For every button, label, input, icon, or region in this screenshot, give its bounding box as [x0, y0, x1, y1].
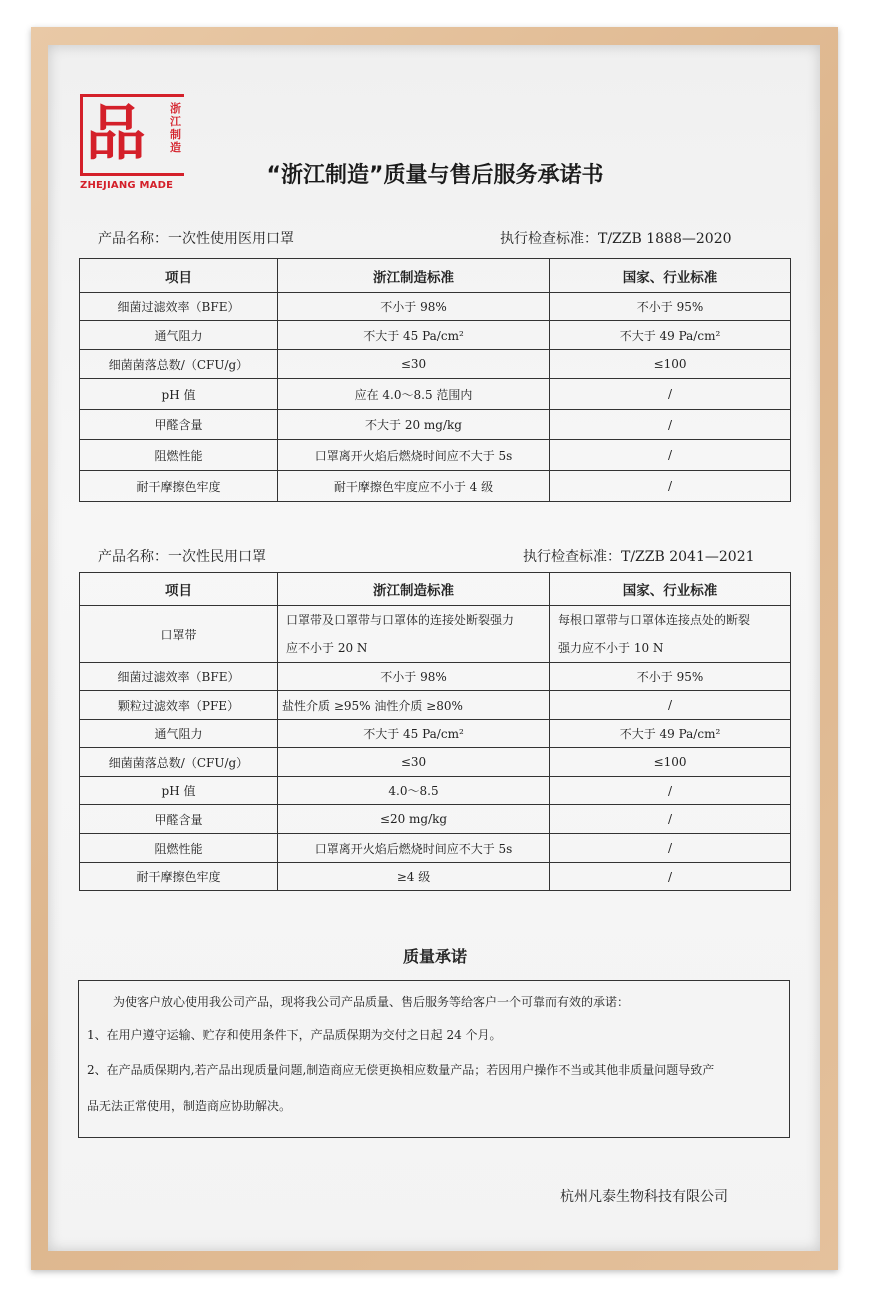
- table2-product-name: 产品名称：一次性民用口罩: [98, 549, 266, 565]
- table-row: [80, 321, 791, 350]
- table-row: [80, 663, 791, 691]
- cell-zj-standard: 不大于 45 Pa/cm²: [278, 321, 550, 350]
- cell-zj-standard: 不大于 20 mg/kg: [278, 410, 550, 440]
- cell-national-standard: /: [550, 410, 791, 440]
- cell-item: 阻燃性能: [80, 834, 278, 863]
- strap-nat-line1: 每根口罩带与口罩体连接点处的断裂: [558, 613, 751, 627]
- cell-zj-standard: [278, 606, 550, 663]
- commitment-box: [78, 980, 790, 1138]
- cell-item: 颗粒过滤效率（PFE）: [80, 691, 278, 720]
- header-national-standard: 国家、行业标准: [550, 259, 791, 293]
- cell-item: 口罩带: [80, 606, 278, 663]
- cell-item: 耐干摩擦色牢度: [80, 471, 278, 502]
- cell-national-standard: /: [550, 691, 791, 720]
- logo-side-text: 浙江制造: [170, 102, 181, 154]
- cell-national-standard: ≤100: [550, 350, 791, 379]
- table-row: [80, 863, 791, 891]
- cell-zj-standard: ≤30: [278, 350, 550, 379]
- cell-zj-standard: ≤30: [278, 748, 550, 777]
- cell-national-standard: /: [550, 379, 791, 410]
- commitment-item-2b: 品无法正常使用，制造商应协助解决。: [87, 1099, 292, 1113]
- logo-english-text: ZHEJIANG MADE: [80, 180, 174, 191]
- cell-national-standard: 不小于 95%: [550, 293, 791, 321]
- cell-national-standard: 不大于 49 Pa/cm²: [550, 720, 791, 748]
- table-row: [80, 748, 791, 777]
- strap-nat-line2: 强力应不小于 10 N: [558, 641, 664, 655]
- header-item: 项目: [80, 573, 278, 606]
- cell-item: 甲醛含量: [80, 410, 278, 440]
- cell-zj-standard: ≤20 mg/kg: [278, 805, 550, 834]
- cell-zj-standard: 口罩离开火焰后燃烧时间应不大于 5s: [278, 834, 550, 863]
- table-row: [80, 350, 791, 379]
- cell-national-standard: /: [550, 863, 791, 891]
- table-row: [80, 805, 791, 834]
- commitment-item-1: 1、在用户遵守运输、贮存和使用条件下，产品质保期为交付之日起 24 个月。: [87, 1028, 502, 1042]
- spec-table-medical: [79, 258, 791, 502]
- cell-zj-standard: 不小于 98%: [278, 663, 550, 691]
- cell-national-standard: /: [550, 805, 791, 834]
- table-row: [80, 834, 791, 863]
- cell-item: 细菌菌落总数/（CFU/g）: [80, 350, 278, 379]
- commitment-title: 质量承诺: [402, 947, 467, 966]
- header-national-standard: 国家、行业标准: [550, 573, 791, 606]
- table2-standard: 执行检查标准：T/ZZB 2041—2021: [523, 549, 755, 565]
- page-title: “浙江制造”质量与售后服务承诺书: [266, 163, 604, 188]
- cell-item: 细菌菌落总数/（CFU/g）: [80, 748, 278, 777]
- cell-item: 甲醛含量: [80, 805, 278, 834]
- table1-standard: 执行检查标准：T/ZZB 1888—2020: [500, 231, 732, 247]
- table-row: [80, 293, 791, 321]
- cell-zj-standard: ≥4 级: [278, 863, 550, 891]
- cell-national-standard: ≤100: [550, 748, 791, 777]
- spec-table-civil: [79, 572, 791, 891]
- table1-product-name: 产品名称：一次性使用医用口罩: [98, 231, 294, 247]
- cell-national-standard: 不大于 49 Pa/cm²: [550, 321, 791, 350]
- cell-item: 通气阻力: [80, 321, 278, 350]
- table-row: [80, 720, 791, 748]
- cell-item: pH 值: [80, 777, 278, 805]
- table-header-row: [80, 259, 791, 293]
- table-row: [80, 379, 791, 410]
- cell-zj-standard: 4.0～8.5: [278, 777, 550, 805]
- table-row: [80, 471, 791, 502]
- strap-zj-line2: 应不小于 20 N: [286, 641, 368, 655]
- table-row: [80, 691, 791, 720]
- cell-zj-standard: 耐干摩擦色牢度应不小于 4 级: [278, 471, 550, 502]
- cell-zj-standard: 不小于 98%: [278, 293, 550, 321]
- company-name: 杭州凡泰生物科技有限公司: [560, 1189, 728, 1205]
- table-row: [80, 777, 791, 805]
- cell-national-standard: /: [550, 440, 791, 471]
- commitment-item-2a: 2、在产品质保期内,若产品出现质量问题,制造商应无偿更换相应数量产品；若因用户操作不当或其他非质量问题导致产: [87, 1063, 715, 1077]
- cell-zj-standard: 应在 4.0～8.5 范围内: [278, 379, 550, 410]
- header-zj-standard: 浙江制造标准: [278, 573, 550, 606]
- cell-item: 通气阻力: [80, 720, 278, 748]
- cell-item: pH 值: [80, 379, 278, 410]
- cell-zj-standard: 不大于 45 Pa/cm²: [278, 720, 550, 748]
- table-row: [80, 410, 791, 440]
- cell-item: 细菌过滤效率（BFE）: [80, 663, 278, 691]
- header-item: 项目: [80, 259, 278, 293]
- cell-zj-standard: 盐性介质 ≥95% 油性介质 ≥80%: [278, 691, 550, 720]
- commitment-intro: 为使客户放心使用我公司产品，现将我公司产品质量、售后服务等给客户一个可靠而有效的承诺：: [113, 995, 630, 1009]
- table-row-strap: [80, 606, 791, 663]
- cell-zj-standard: 口罩离开火焰后燃烧时间应不大于 5s: [278, 440, 550, 471]
- logo-glyph: 品: [86, 99, 146, 169]
- cell-national-standard: 不小于 95%: [550, 663, 791, 691]
- cell-national-standard: /: [550, 834, 791, 863]
- header-zj-standard: 浙江制造标准: [278, 259, 550, 293]
- cell-national-standard: [550, 606, 791, 663]
- table-row: [80, 440, 791, 471]
- cell-national-standard: /: [550, 777, 791, 805]
- cell-item: 阻燃性能: [80, 440, 278, 471]
- cell-item: 耐干摩擦色牢度: [80, 863, 278, 891]
- strap-zj-line1: 口罩带及口罩带与口罩体的连接处断裂强力: [286, 613, 515, 627]
- table-header-row: [80, 573, 791, 606]
- cell-national-standard: /: [550, 471, 791, 502]
- cell-item: 细菌过滤效率（BFE）: [80, 293, 278, 321]
